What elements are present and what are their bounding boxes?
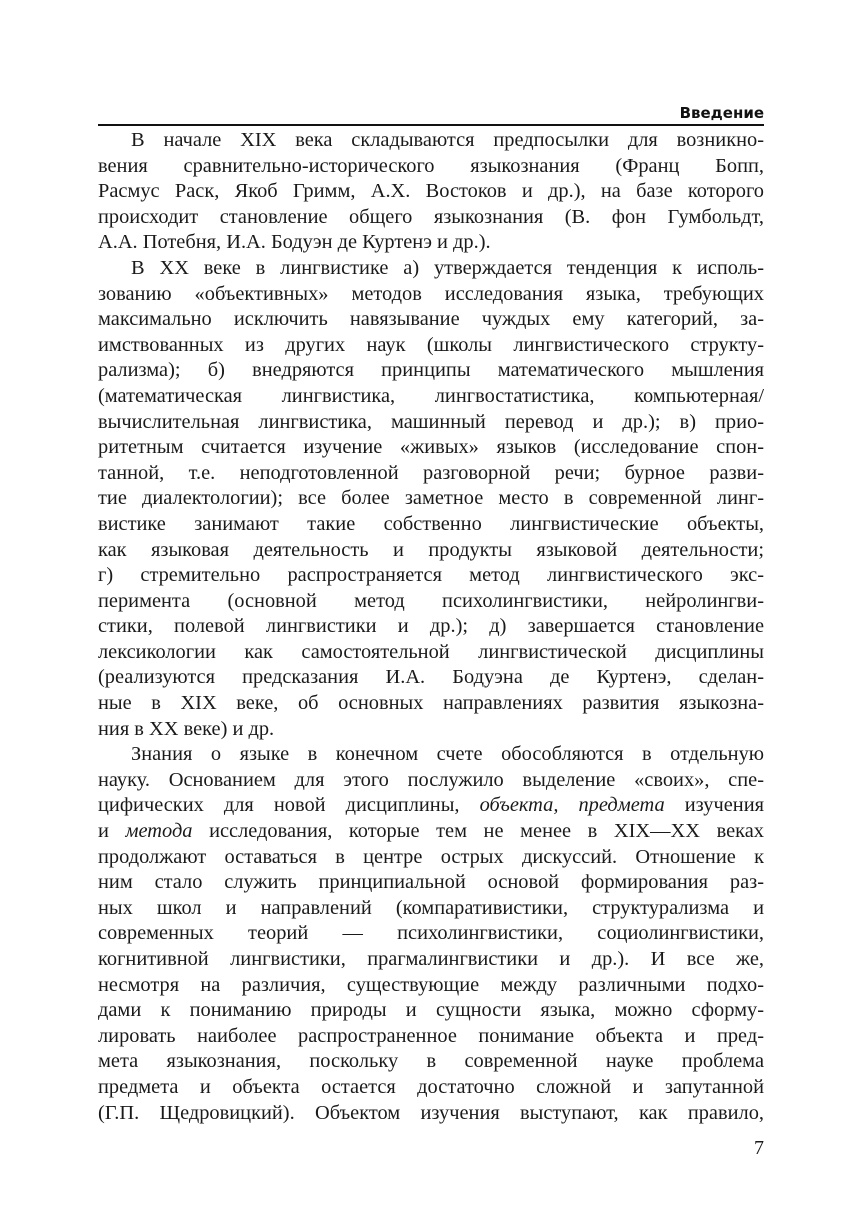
text-run: исследования, которые тем не менее в XIX—XX веках [192, 820, 764, 843]
text-line: современных теорий — психолингвистики, социолингвистики, [98, 922, 764, 945]
text-line: стики, полевой лингвистики и др.); д) завершается становление [98, 615, 764, 638]
text-line: ные в XIX веке, об основных направлениях развития языкозна- [98, 692, 764, 715]
paragraph-2 [98, 256, 764, 742]
text-line: рализма); б) внедряются принципы математического мышления [98, 359, 764, 382]
running-header [98, 102, 764, 126]
text-line: происходит становление общего языкознания (В. фон Гумбольдт, [98, 205, 764, 228]
text-run: и [98, 820, 126, 843]
text-line: танной, т.е. неподготовленной разговорной речи; бурное разви- [98, 461, 764, 484]
text-line: вычислительная лингвистика, машинный перевод и др.); в) прио- [98, 410, 764, 433]
text-line: максимально исключить навязывание чуждых ему категорий, за- [98, 308, 764, 331]
paragraph-3 [98, 742, 764, 1126]
page-body [98, 128, 764, 1126]
section-title: Введение [679, 104, 764, 122]
text-line: предмета и объекта остается достаточно сложной и запутанной [98, 1075, 764, 1098]
text-line: Знания о языке в конечном счете обособляются в отдельную [131, 743, 764, 766]
text-line: (реализуются предсказания И.А. Бодуэна де Куртенэ, сделан- [98, 666, 764, 689]
text-line: (математическая лингвистика, лингвостатистика, компьютерная/ [98, 384, 764, 407]
text-line: зованию «объективных» методов исследования языка, требующих [98, 282, 764, 305]
text-line: г) стремительно распространяется метод лингвистического экс- [98, 564, 764, 587]
page-number: 7 [754, 1137, 764, 1159]
text-line: вения сравнительно-исторического языкознания (Франц Бопп, [98, 154, 764, 177]
text-line [98, 819, 764, 845]
text-line [98, 793, 764, 819]
text-line: ных школ и направлений (компаративистики, структурализма и [98, 896, 764, 919]
text-line: ритетным считается изучение «живых» языков (исследование спон- [98, 436, 764, 459]
text-line: ним стало служить принципиальной основой формирования раз- [98, 871, 764, 894]
text-line: науку. Основанием для этого послужило выделение «своих», спе- [98, 768, 764, 791]
text-line: тие диалектологии); все более заметное место в современной линг- [98, 487, 764, 510]
text-line: лировать наиболее распространенное понимание объекта и пред- [98, 1024, 764, 1047]
text-line: перимента (основной метод психолингвистики, нейролингви- [98, 589, 764, 612]
text-run: изучения [664, 794, 764, 817]
text-line: когнитивной лингвистики, прагмалингвистики и др.). И все же, [98, 948, 764, 970]
text-line: А.А. Потебня, И.А. Бодуэн де Куртенэ и др.). [98, 231, 491, 254]
emphasis-object-subject: объекта, предмета [479, 794, 665, 817]
text-line: ния в XX веке) и др. [98, 717, 275, 740]
text-line: лексикологии как самостоятельной лингвистической дисциплины [98, 640, 764, 663]
text-line: В начале XIX века складываются предпосылки для возникно- [131, 129, 764, 151]
text-line: продолжают оставаться в центре острых дискуссий. Отношение к [98, 845, 764, 868]
text-line: (Г.П. Щедровицкий). Объектом изучения выступают, как правило, [98, 1101, 764, 1124]
text-line: несмотря на различия, существующие между различными подхо- [98, 973, 764, 996]
text-line: как языковая деятельность и продукты языковой деятельности; [98, 538, 764, 561]
emphasis-method: метода [125, 820, 193, 843]
text-line: имствованных из других наук (школы лингвистического структу- [98, 333, 764, 356]
text-line: мета языкознания, поскольку в современной науке проблема [98, 1050, 764, 1073]
text-run: цифических для новой дисциплины, [98, 794, 480, 817]
paragraph-1 [98, 128, 764, 256]
text-line: вистике занимают такие собственно лингвистические объекты, [98, 512, 764, 535]
text-line: дами к пониманию природы и сущности языка, можно сформу- [98, 999, 764, 1022]
text-line: Расмус Раск, Якоб Гримм, А.Х. Востоков и др.), на базе которого [98, 180, 764, 203]
text-line: В XX веке в лингвистике а) утверждается тенденция к исполь- [131, 256, 764, 279]
